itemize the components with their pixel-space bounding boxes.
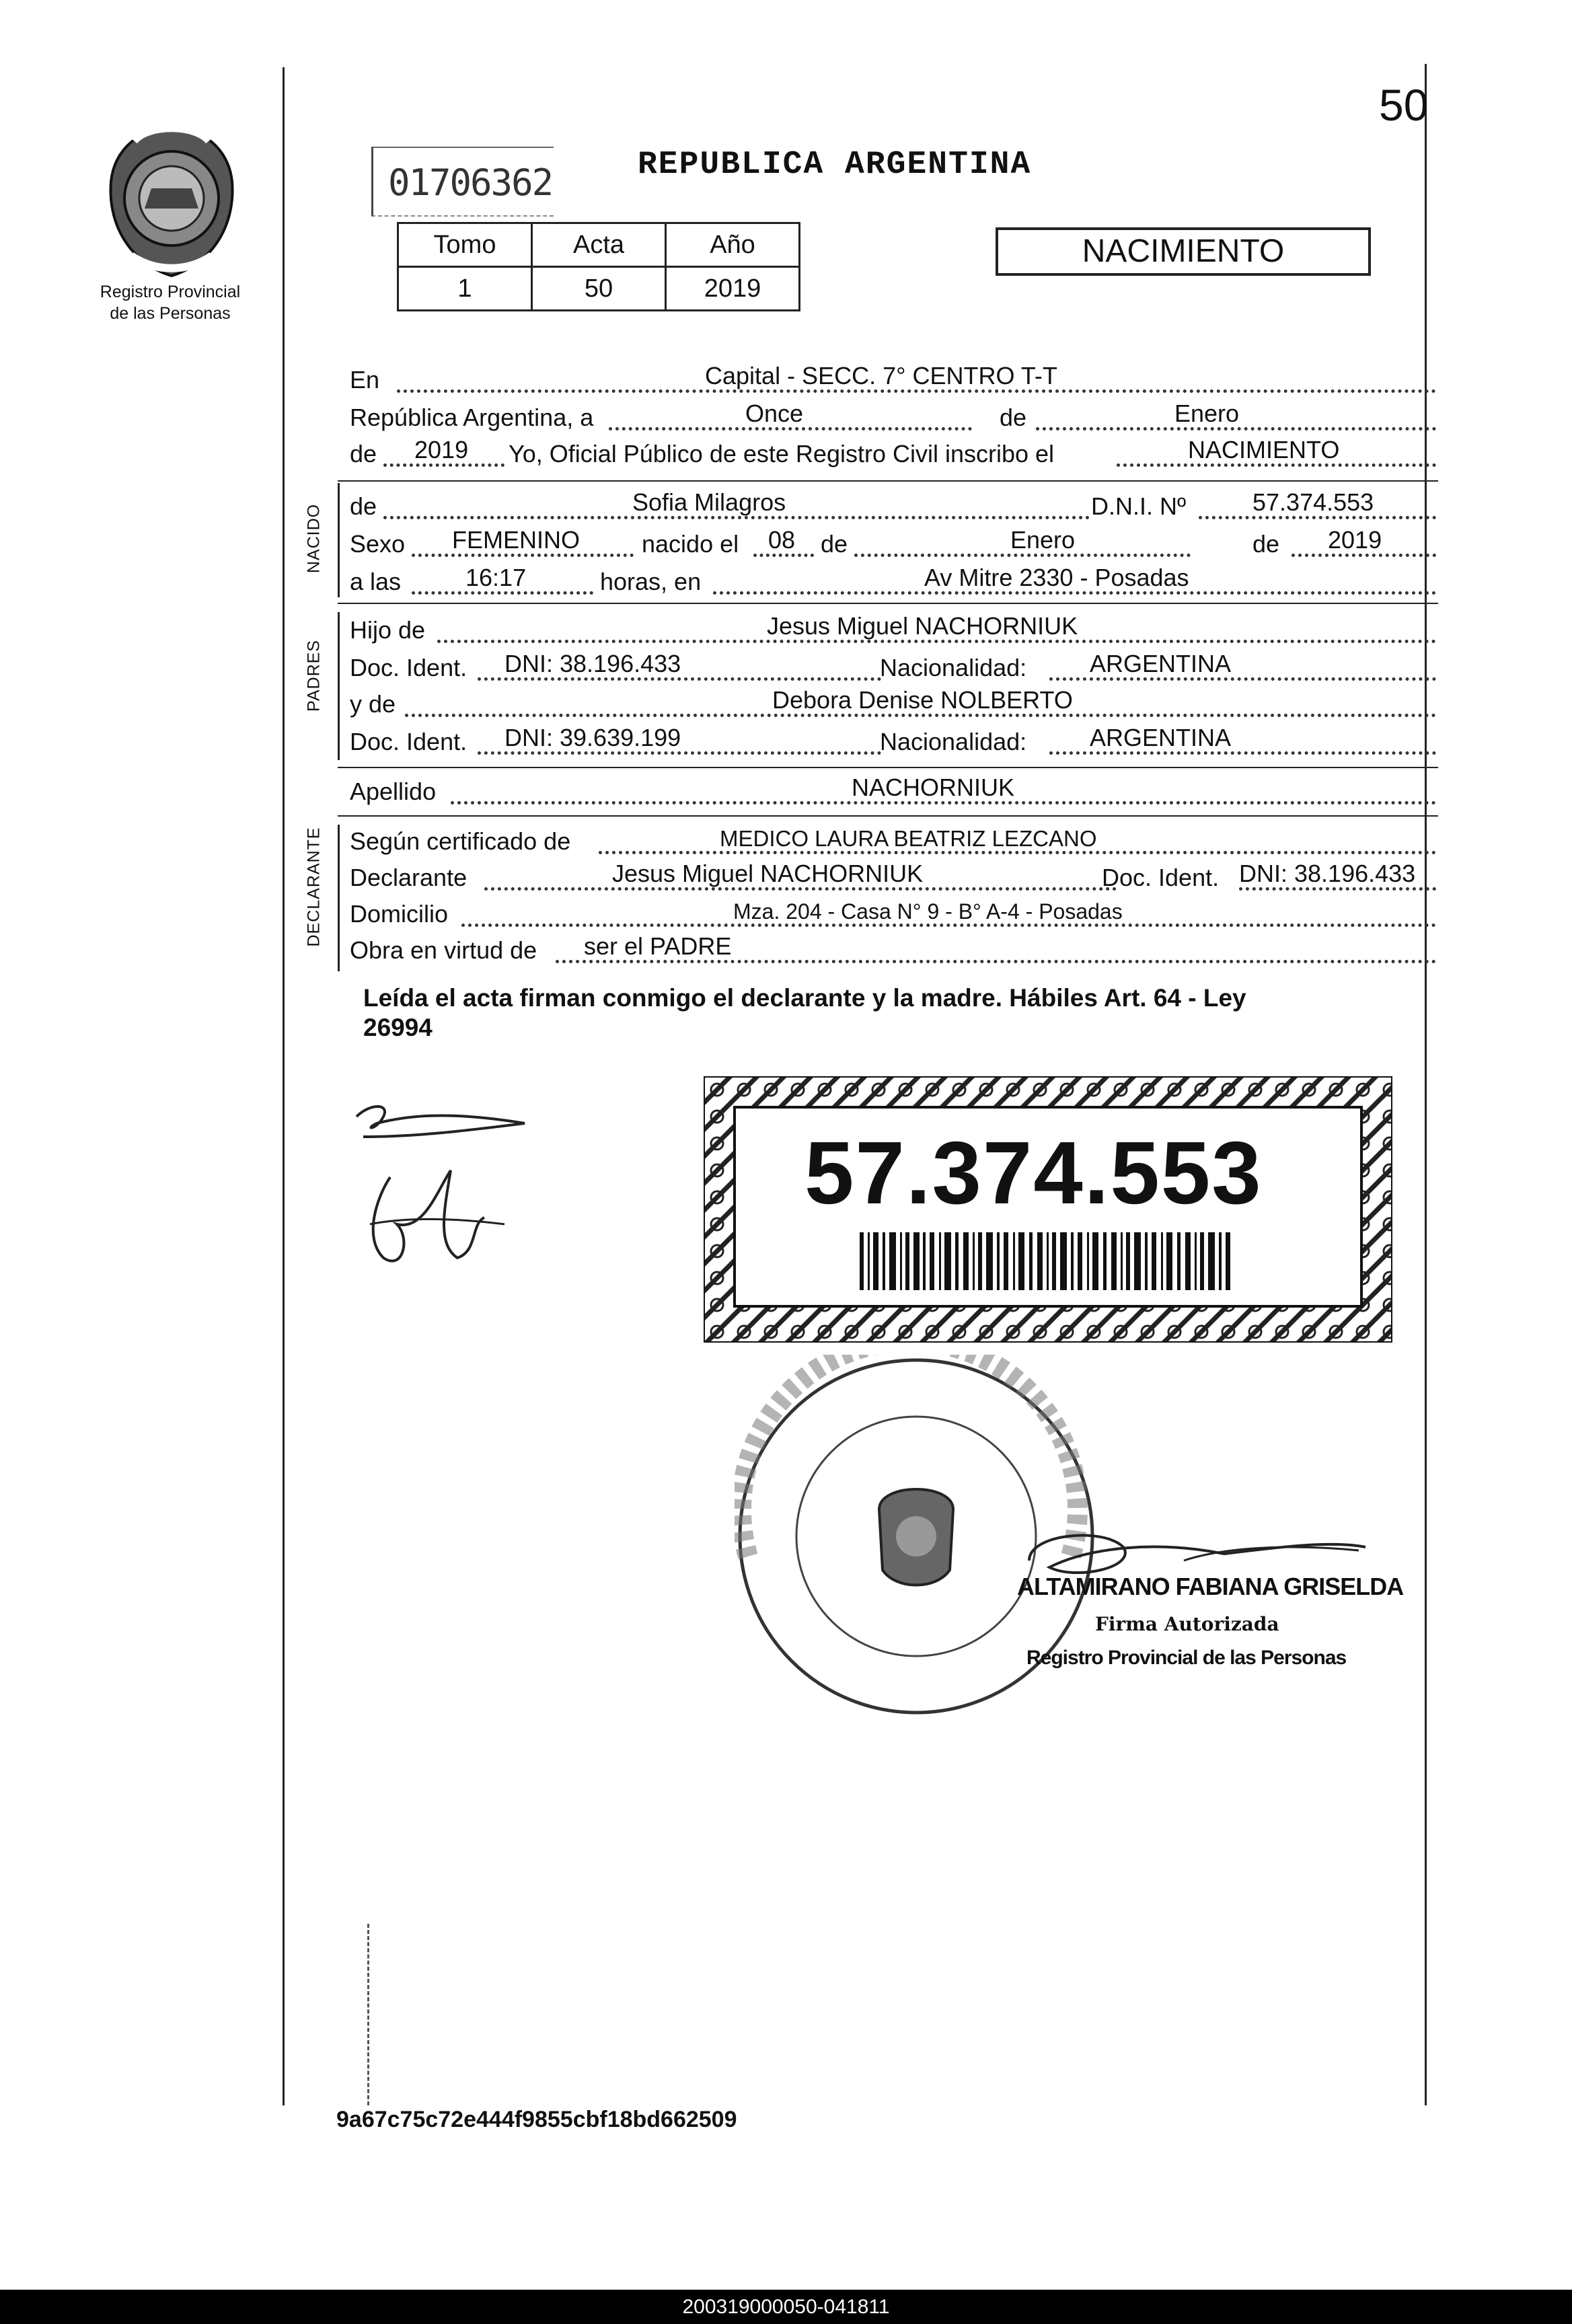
row-anio: [350, 437, 1439, 471]
registry-table-header-row: [398, 223, 800, 267]
row-apellido: [350, 775, 1439, 809]
dia-value: Once: [745, 400, 804, 427]
dni-value: 57.374.553: [1252, 488, 1374, 516]
lugar-value: Av Mitre 2330 - Posadas: [924, 564, 1189, 591]
row-obra: [350, 934, 1439, 967]
row-doc1: [350, 651, 1439, 685]
registry-header-anio: Año: [666, 223, 800, 267]
certificado-value: MEDICO LAURA BEATRIZ LEZCANO: [720, 826, 1097, 851]
republica-label: República Argentina, a: [350, 404, 594, 431]
mes-value: Enero: [1174, 400, 1240, 427]
registry-value-tomo: 1: [398, 267, 532, 311]
nac-dia-value: 08: [768, 526, 796, 554]
sexo-label: Sexo: [350, 530, 406, 558]
section-label-declarante: DECLARANTE: [304, 827, 324, 947]
closing-line2: 26994: [363, 1014, 433, 1041]
nacido-el-label: nacido el: [642, 530, 739, 558]
logo-caption: [79, 281, 261, 324]
section-label-nacido: NACIDO: [304, 503, 324, 574]
dashed-margin-line: [367, 1924, 369, 2105]
registry-value-acta: 50: [532, 267, 666, 311]
row-en: [350, 363, 1439, 397]
left-margin-line: [283, 67, 285, 2105]
row-nombre: [350, 490, 1439, 523]
province-seal-logo: [94, 121, 249, 283]
de-label: de: [1000, 404, 1027, 431]
nac1-label: Nacionalidad:: [880, 654, 1027, 681]
document-title: REPUBLICA ARGENTINA: [638, 147, 1032, 183]
seal-center-emblem: [879, 1489, 953, 1585]
domicilio-value: Mza. 204 - Casa N° 9 - B° A-4 - Posadas: [733, 899, 1123, 924]
en-label: En: [350, 366, 380, 393]
registry-value-anio: 2019: [666, 267, 800, 311]
registry-header-tomo: Tomo: [398, 223, 532, 267]
row-hora: [350, 565, 1439, 599]
doc1-label: Doc. Ident.: [350, 654, 467, 681]
logo-caption-line2: de las Personas: [110, 304, 231, 323]
section-divider-4: [338, 815, 1438, 817]
section-label-padres: PADRES: [304, 640, 324, 712]
nacido-bracket: [338, 483, 340, 597]
doc1-value: DNI: 38.196.433: [504, 650, 681, 677]
declarante-bracket: [338, 825, 340, 971]
dni-label: D.N.I. Nº: [1091, 492, 1187, 520]
declarante-value: Jesus Miguel NACHORNIUK: [612, 860, 924, 887]
padre-value: Jesus Miguel NACHORNIUK: [767, 612, 1078, 640]
official-title: Firma Autorizada: [1095, 1613, 1279, 1635]
row-hijo-de: [350, 613, 1439, 647]
row-certificado: [350, 825, 1439, 858]
doc3-label: Doc. Ident.: [1102, 864, 1220, 891]
hora-value: 16:17: [465, 564, 527, 591]
nac-anio-value: 2019: [1328, 526, 1382, 554]
nombre-value: Sofia Milagros: [632, 488, 786, 516]
nacido-de-label: de: [350, 492, 377, 520]
declarant-signature: [350, 1090, 538, 1291]
anio-value: 2019: [414, 436, 469, 463]
row-republica: [350, 401, 1439, 435]
closing-statement: [363, 983, 1413, 1043]
obra-label: Obra en virtud de: [350, 936, 537, 964]
acta-type-box: NACIMIENTO: [996, 227, 1371, 276]
sexo-value: FEMENINO: [452, 526, 581, 554]
declarante-label: Declarante: [350, 864, 467, 891]
padres-bracket: [338, 612, 340, 760]
nac-mes-value: Enero: [1010, 526, 1076, 554]
serial-stamp: [371, 147, 554, 217]
doc3-value: DNI: 38.196.433: [1239, 860, 1416, 887]
nac-de-label: de: [821, 530, 848, 558]
row-y-de: [350, 687, 1439, 721]
de2-label: de: [350, 440, 377, 467]
logo-caption-line1: Registro Provincial: [100, 283, 241, 301]
oficial-label: Yo, Oficial Público de este Registro Civil inscribo el: [509, 440, 1055, 467]
nac-de2-label: de: [1252, 530, 1280, 558]
domicilio-label: Domicilio: [350, 900, 449, 928]
hijo-de-label: Hijo de: [350, 616, 426, 644]
a-las-label: a las: [350, 568, 402, 595]
official-org: Registro Provincial de las Personas: [1026, 1647, 1347, 1669]
inscribo-value: NACIMIENTO: [1188, 436, 1340, 463]
en-value: Capital - SECC. 7° CENTRO T-T: [705, 362, 1057, 389]
section-divider-3: [338, 767, 1438, 768]
y-de-label: y de: [350, 690, 396, 718]
serial-number: 01706362: [388, 161, 553, 204]
registry-table: [397, 222, 800, 311]
dni-stamp-number: 57.374.553: [804, 1123, 1263, 1222]
row-doc2: [350, 725, 1439, 759]
row-declarante: [350, 861, 1439, 895]
registry-header-acta: Acta: [532, 223, 666, 267]
apellido-value: NACHORNIUK: [852, 774, 1015, 801]
horas-en-label: horas, en: [600, 568, 702, 595]
document-hash: 9a67c75c72e444f9855cbf18bd662509: [336, 2107, 737, 2132]
closing-line1: Leída el acta firman conmigo el declarante y la madre. Hábiles Art. 64 - Ley: [363, 984, 1246, 1012]
footer-code: 200319000050-041811: [682, 2296, 890, 2318]
section-divider-2: [338, 603, 1438, 604]
doc2-value: DNI: 39.639.199: [504, 724, 681, 751]
madre-value: Debora Denise NOLBERTO: [772, 686, 1073, 714]
page-number: 50: [1379, 80, 1429, 130]
nac1-value: ARGENTINA: [1090, 650, 1232, 677]
obra-value: ser el PADRE: [584, 932, 732, 960]
row-domicilio: [350, 897, 1439, 931]
registry-table-value-row: [398, 267, 800, 311]
row-sexo: [350, 527, 1439, 561]
doc3-dots: [1239, 887, 1436, 891]
certificado-label: Según certificado de: [350, 827, 571, 855]
doc2-label: Doc. Ident.: [350, 728, 467, 755]
section-divider-1: [338, 480, 1438, 482]
nac2-label: Nacionalidad:: [880, 728, 1027, 755]
official-name: ALTAMIRANO FABIANA GRISELDA: [1017, 1573, 1404, 1600]
nac2-value: ARGENTINA: [1090, 724, 1232, 751]
apellido-label: Apellido: [350, 778, 437, 805]
